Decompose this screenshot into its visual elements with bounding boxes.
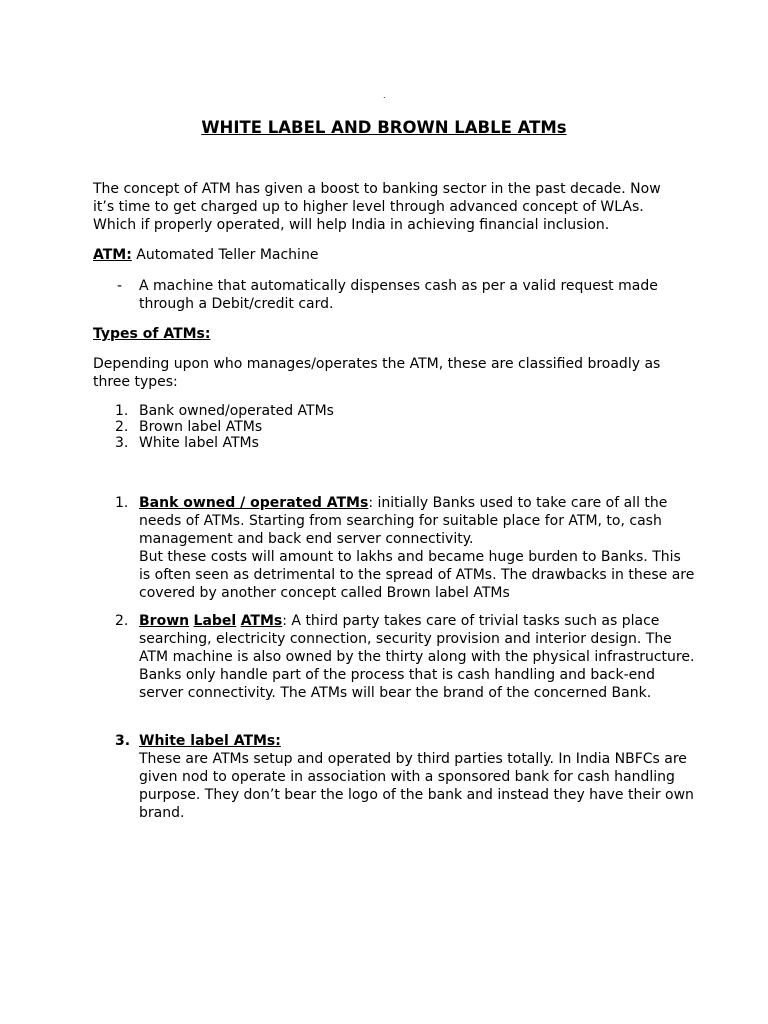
types-heading: Types of ATMs: <box>93 326 211 342</box>
detail-heading-word: ATMs <box>240 613 283 629</box>
detail-body <box>139 612 695 702</box>
atm-definition-line <box>93 246 683 264</box>
intro-paragraph: The concept of ATM has given a boost to banking sector in the past decade. Now it’s time to get charged up to higher level through advanced concept of WLAs. Which if properly operated, will help India in achieving financial inclusion. <box>93 181 661 233</box>
list-item <box>115 435 695 451</box>
detail-brown-label <box>115 612 695 702</box>
detail-heading-word: Brown <box>139 613 190 629</box>
list-number: 3. <box>115 435 129 451</box>
detail-number: 2. <box>115 613 129 629</box>
list-number: 2. <box>115 419 129 435</box>
list-number: 1. <box>115 403 129 419</box>
detail-body <box>139 494 695 548</box>
detail-number: 3. <box>115 733 131 749</box>
detail-text: : initially Banks used to take care of all the needs of ATMs. Starting from searching for suitable place for ATM, to, cash management and back end server connectivity. <box>139 495 668 547</box>
atm-definition-bullet <box>117 277 687 313</box>
list-item <box>115 419 695 435</box>
types-intro: Depending upon who manages/operates the ATM, these are classified broadly as three types: <box>93 356 661 390</box>
detail-heading: Bank owned / operated ATMs <box>139 495 369 511</box>
detail-white-label <box>115 732 695 822</box>
detail-bank-owned <box>115 494 695 602</box>
detail-heading-word: Label <box>193 613 237 629</box>
dash-marker: - <box>117 278 123 294</box>
detail-text: : A third party takes care of trivial tasks such as place searching, electricity connection, security provision and interior design. The ATM machine is also owned by the thirty along with the physical infrastructure. Banks only handle part of the process that is cash handling and back-end server connectivity. The ATMs will bear the brand of the concerned Bank. <box>139 613 695 701</box>
list-text: Brown label ATMs <box>139 419 263 435</box>
detail-continuation: But these costs will amount to lakhs and became huge burden to Banks. This is often seen as detrimental to the spread of ATMs. The drawbacks in these are covered by another concept called Brown label ATMs <box>139 549 695 601</box>
document-title: WHITE LABEL AND BROWN LABLE ATMs <box>201 118 567 137</box>
detail-text: These are ATMs setup and operated by third parties totally. In India NBFCs are given nod to operate in association with a sponsored bank for cash handling purpose. They don’t bear the logo of the bank and instead they have their own brand. <box>139 751 694 821</box>
atm-expansion: Automated Teller Machine <box>131 247 319 263</box>
atm-term: ATM: <box>93 247 132 263</box>
list-item <box>115 403 695 419</box>
list-text: Bank owned/operated ATMs <box>139 403 334 419</box>
detail-heading: White label ATMs: <box>139 733 281 749</box>
detail-number: 1. <box>115 495 129 511</box>
list-text: White label ATMs <box>139 435 259 451</box>
stray-dot: . <box>383 91 386 100</box>
atm-definition-text: A machine that automatically dispenses cash as per a valid request made through a Debit/credit card. <box>139 278 658 312</box>
detail-body <box>139 732 695 750</box>
